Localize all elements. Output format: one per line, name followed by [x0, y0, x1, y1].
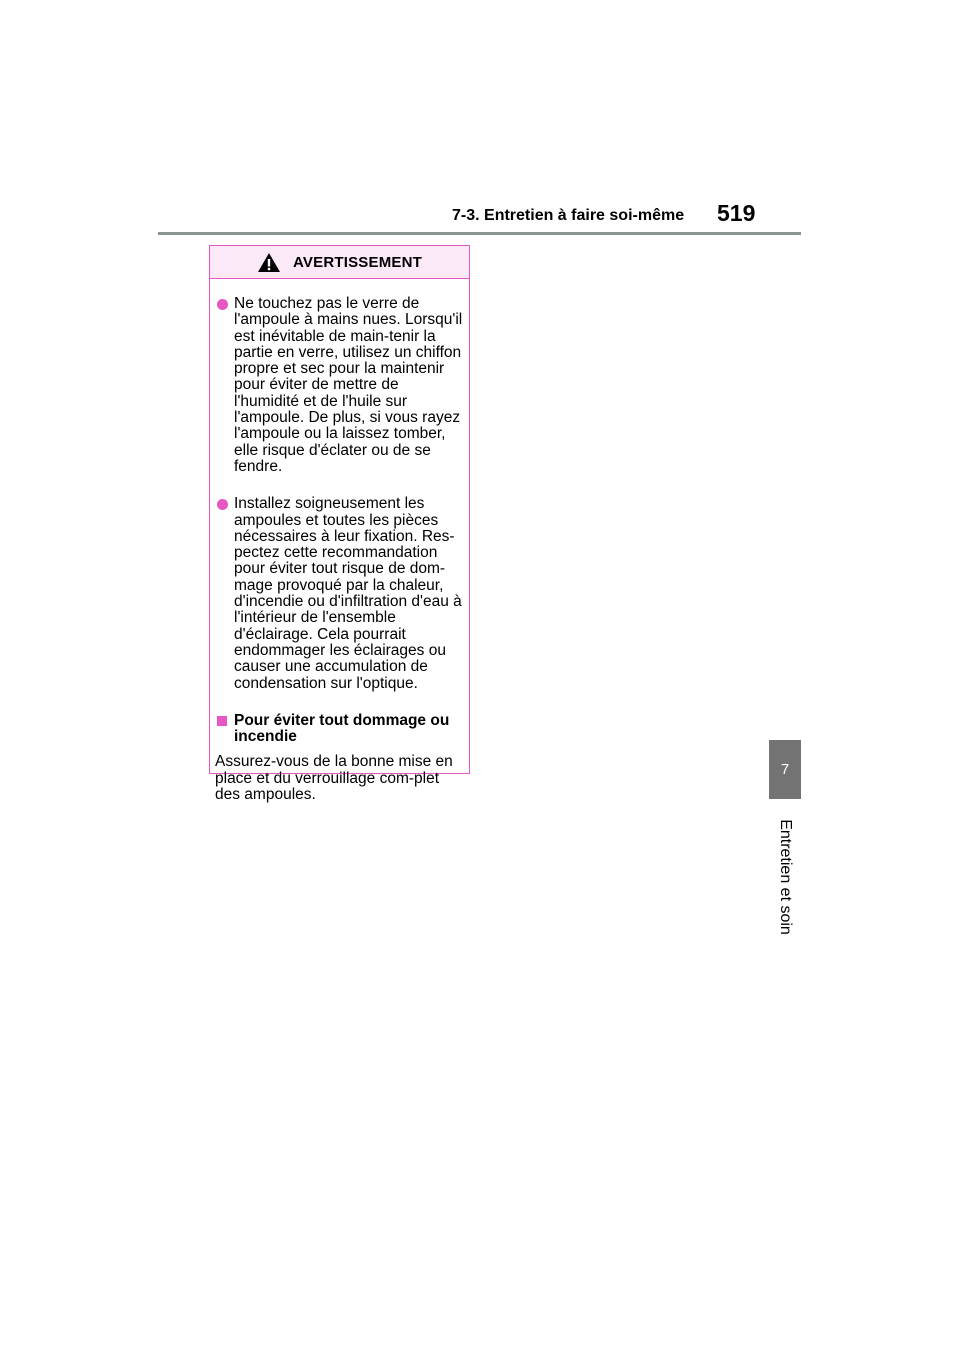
- page-number: 519: [717, 200, 756, 226]
- warning-item: [215, 496, 463, 692]
- warning-item: [215, 296, 463, 475]
- warning-subsection: [215, 713, 463, 746]
- chapter-tab: [769, 740, 801, 799]
- warning-title: AVERTISSEMENT: [292, 253, 422, 271]
- warning-item-text: Ne touchez pas le verre de l'ampoule à mains nues. Lorsqu'il est inévitable de main-tenir la partie en verre, utilisez un chiffon propre et sec pour la maintenir pour éviter de mettre de l'humidité et de l'huile sur l'ampoule. De plus, si vous rayez l'ampoule ou la laissez tomber, elle risque d'éclater ou de se fendre.: [234, 295, 463, 475]
- warning-paragraph: Assurez-vous de la bonne mise en place et du verrouillage com-plet des ampoules.: [215, 753, 453, 804]
- warning-item-text: Installez soigneusement les ampoules et toutes les pièces nécessaires à leur fixation. Res-pectez cette recommandation pour éviter tout risque de dom-mage provoqué par la chaleur, d'incendie ou d'infiltration d'eau à l'intérieur de l'ensemble d'éclairage. Cela pourrait endommager les éclairages ou causer une accumulation de condensation sur l'optique.: [234, 495, 462, 692]
- bullet-icon: [217, 299, 228, 310]
- bullet-icon: [217, 499, 228, 510]
- warning-body: [210, 296, 469, 803]
- chapter-number: 7: [780, 761, 790, 778]
- warning-header: [210, 246, 469, 279]
- section-title: 7-3. Entretien à faire soi-même: [452, 207, 685, 224]
- chapter-label: Entretien et soin: [777, 819, 794, 935]
- square-bullet-icon: [217, 716, 227, 726]
- warning-subheading: Pour éviter tout dommage ou incendie: [234, 711, 450, 746]
- warning-triangle-icon: [257, 252, 281, 273]
- warning-box: [209, 245, 470, 804]
- header-divider: [158, 232, 801, 235]
